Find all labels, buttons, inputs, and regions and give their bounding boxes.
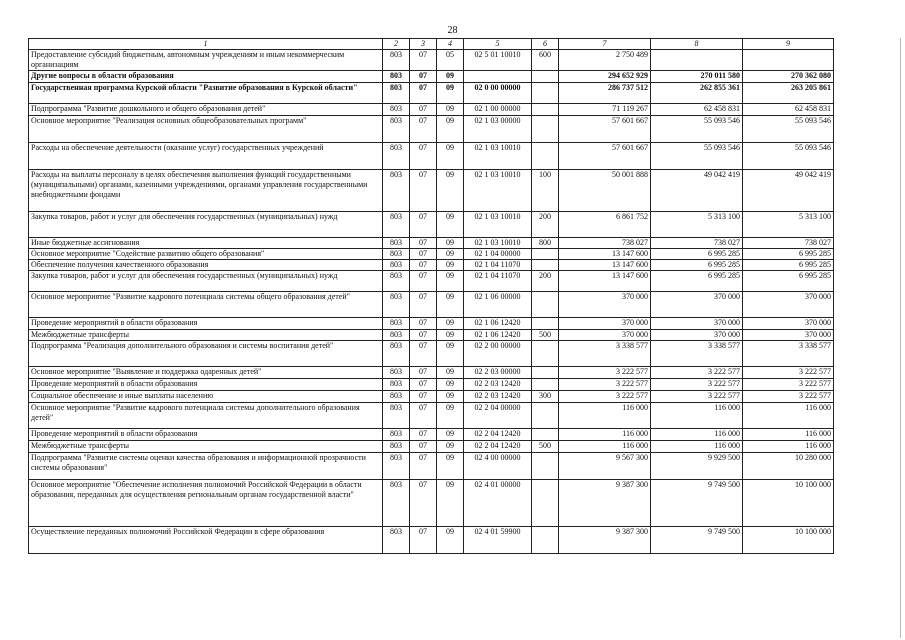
grbs-code-cell: 803 [383,238,410,249]
expense-name-cell: Основное мероприятие "Выявление и поддержка одаренных детей" [29,367,383,379]
expense-name-cell: Подпрограмма "Развитие дошкольного и общего образования детей" [29,104,383,116]
amount-year2-cell: 3 222 577 [651,379,743,391]
target-article-cell: 02 1 03 10010 [464,170,532,212]
section-code-cell: 07 [410,318,437,330]
target-article-cell: 02 5 01 10010 [464,50,532,71]
amount-year1-cell: 116 000 [559,429,651,441]
grbs-code-cell: 803 [383,318,410,330]
amount-year1-cell: 50 001 888 [559,170,651,212]
target-article-cell: 02 2 03 12420 [464,391,532,403]
amount-year2-cell: 3 222 577 [651,391,743,403]
amount-year2-cell: 9 929 500 [651,453,743,480]
section-code-cell: 07 [410,116,437,143]
expense-name-cell: Расходы на обеспечение деятельности (оказание услуг) государственных учреждений [29,143,383,170]
target-article-cell: 02 4 01 59900 [464,527,532,554]
grbs-code-cell: 803 [383,143,410,170]
amount-year1-cell: 3 338 577 [559,341,651,367]
table-row [29,318,834,330]
table-row [29,170,834,212]
subsection-code-cell: 09 [437,238,464,249]
scan-edge-line [900,38,901,638]
amount-year1-cell: 57 601 667 [559,143,651,170]
amount-year3-cell: 116 000 [743,429,834,441]
expense-type-cell [532,480,559,527]
section-code-cell: 07 [410,143,437,170]
section-code-cell: 07 [410,170,437,212]
expense-name-cell: Основное мероприятие "Реализация основных общеобразовательных программ" [29,116,383,143]
subsection-code-cell: 09 [437,429,464,441]
table-row [29,50,834,71]
header-cell: 3 [410,39,437,50]
amount-year2-cell: 116 000 [651,429,743,441]
subsection-code-cell: 09 [437,260,464,271]
expense-type-cell [532,403,559,429]
target-article-cell: 02 1 03 10010 [464,238,532,249]
expense-type-cell: 200 [532,271,559,292]
expense-name-cell: Обеспечение получения качественного образования [29,260,383,271]
expense-type-cell: 300 [532,391,559,403]
expense-type-cell [532,429,559,441]
table-row [29,212,834,238]
section-code-cell: 07 [410,527,437,554]
amount-year1-cell: 3 222 577 [559,391,651,403]
target-article-cell: 02 2 04 00000 [464,403,532,429]
target-article-cell: 02 2 03 12420 [464,379,532,391]
expense-type-cell: 800 [532,238,559,249]
grbs-code-cell: 803 [383,429,410,441]
amount-year2-cell: 116 000 [651,403,743,429]
amount-year2-cell: 55 093 546 [651,143,743,170]
table-row [29,249,834,260]
target-article-cell: 02 1 06 12420 [464,318,532,330]
amount-year3-cell: 49 042 419 [743,170,834,212]
amount-year1-cell: 71 119 267 [559,104,651,116]
budget-table [28,38,834,554]
table-row [29,367,834,379]
amount-year3-cell: 6 995 285 [743,249,834,260]
expense-name-cell: Предоставление субсидий бюджетным, автономным учреждениям и иным некоммерческим организациям [29,50,383,71]
grbs-code-cell: 803 [383,50,410,71]
target-article-cell: 02 1 06 12420 [464,330,532,341]
table-row [29,403,834,429]
subsection-code-cell: 09 [437,330,464,341]
target-article-cell: 02 4 01 00000 [464,480,532,527]
section-code-cell: 07 [410,238,437,249]
table-row [29,83,834,104]
amount-year3-cell: 738 027 [743,238,834,249]
section-code-cell: 07 [410,341,437,367]
section-code-cell: 07 [410,367,437,379]
subsection-code-cell: 09 [437,212,464,238]
grbs-code-cell: 803 [383,249,410,260]
section-code-cell: 07 [410,71,437,83]
amount-year2-cell: 6 995 285 [651,271,743,292]
header-cell: 4 [437,39,464,50]
table-row [29,379,834,391]
expense-type-cell: 600 [532,50,559,71]
grbs-code-cell: 803 [383,260,410,271]
subsection-code-cell: 09 [437,170,464,212]
expense-type-cell: 500 [532,330,559,341]
grbs-code-cell: 803 [383,379,410,391]
subsection-code-cell: 09 [437,104,464,116]
target-article-cell: 02 0 00 00000 [464,83,532,104]
amount-year2-cell: 116 000 [651,441,743,453]
expense-type-cell [532,116,559,143]
amount-year1-cell: 13 147 600 [559,271,651,292]
amount-year2-cell: 55 093 546 [651,116,743,143]
table-row [29,143,834,170]
amount-year1-cell: 738 027 [559,238,651,249]
grbs-code-cell: 803 [383,212,410,238]
expense-type-cell [532,367,559,379]
amount-year2-cell: 270 011 580 [651,71,743,83]
amount-year3-cell: 10 100 000 [743,480,834,527]
section-code-cell: 07 [410,83,437,104]
amount-year2-cell: 3 222 577 [651,367,743,379]
table-row [29,260,834,271]
grbs-code-cell: 803 [383,83,410,104]
subsection-code-cell: 09 [437,453,464,480]
table-row [29,116,834,143]
table-body [29,39,834,554]
section-code-cell: 07 [410,249,437,260]
expense-name-cell: Осуществление переданных полномочий Российской Федерации в сфере образования [29,527,383,554]
expense-name-cell: Межбюджетные трансферты [29,330,383,341]
amount-year3-cell: 3 222 577 [743,379,834,391]
expense-name-cell: Проведение мероприятий в области образования [29,379,383,391]
amount-year2-cell: 62 458 831 [651,104,743,116]
subsection-code-cell: 09 [437,71,464,83]
target-article-cell: 02 1 03 00000 [464,116,532,143]
expense-type-cell [532,71,559,83]
section-code-cell: 07 [410,212,437,238]
target-article-cell: 02 1 00 00000 [464,104,532,116]
target-article-cell: 02 1 04 11070 [464,260,532,271]
target-article-cell: 02 2 00 00000 [464,341,532,367]
amount-year1-cell: 370 000 [559,318,651,330]
subsection-code-cell: 09 [437,403,464,429]
header-row [29,39,834,50]
amount-year3-cell: 10 100 000 [743,527,834,554]
expense-name-cell: Основное мероприятие "Развитие кадрового потенциала системы дополнительного образования детей" [29,403,383,429]
section-code-cell: 07 [410,453,437,480]
amount-year3-cell: 3 222 577 [743,367,834,379]
grbs-code-cell: 803 [383,367,410,379]
expense-type-cell [532,83,559,104]
amount-year1-cell: 370 000 [559,292,651,318]
table-row [29,71,834,83]
expense-type-cell: 500 [532,441,559,453]
table-row [29,330,834,341]
amount-year1-cell: 116 000 [559,403,651,429]
subsection-code-cell: 09 [437,367,464,379]
amount-year3-cell: 10 280 000 [743,453,834,480]
table-row [29,104,834,116]
amount-year3-cell: 116 000 [743,403,834,429]
amount-year1-cell: 6 861 752 [559,212,651,238]
subsection-code-cell: 09 [437,318,464,330]
expense-type-cell [532,527,559,554]
subsection-code-cell: 09 [437,441,464,453]
amount-year1-cell: 13 147 600 [559,260,651,271]
amount-year3-cell: 116 000 [743,441,834,453]
expense-type-cell [532,292,559,318]
table-row [29,391,834,403]
amount-year1-cell: 116 000 [559,441,651,453]
amount-year2-cell: 9 749 500 [651,480,743,527]
subsection-code-cell: 09 [437,341,464,367]
grbs-code-cell: 803 [383,71,410,83]
grbs-code-cell: 803 [383,441,410,453]
header-cell: 8 [651,39,743,50]
expense-type-cell: 200 [532,212,559,238]
grbs-code-cell: 803 [383,527,410,554]
grbs-code-cell: 803 [383,170,410,212]
amount-year2-cell: 370 000 [651,318,743,330]
expense-name-cell: Закупка товаров, работ и услуг для обеспечения государственных (муниципальных) нужд [29,271,383,292]
amount-year2-cell: 370 000 [651,292,743,318]
section-code-cell: 07 [410,429,437,441]
amount-year2-cell: 738 027 [651,238,743,249]
amount-year2-cell: 262 855 361 [651,83,743,104]
amount-year1-cell: 9 387 300 [559,527,651,554]
target-article-cell: 02 1 04 11070 [464,271,532,292]
expense-type-cell [532,104,559,116]
subsection-code-cell: 09 [437,116,464,143]
subsection-code-cell: 09 [437,480,464,527]
expense-type-cell [532,379,559,391]
amount-year1-cell: 9 387 300 [559,480,651,527]
amount-year2-cell [651,50,743,71]
amount-year2-cell: 3 338 577 [651,341,743,367]
subsection-code-cell: 09 [437,379,464,391]
section-code-cell: 07 [410,441,437,453]
expense-type-cell [532,453,559,480]
amount-year3-cell: 3 222 577 [743,391,834,403]
grbs-code-cell: 803 [383,116,410,143]
expense-name-cell: Другие вопросы в области образования [29,71,383,83]
expense-name-cell: Расходы на выплаты персоналу в целях обеспечения выполнения функций государственными (муниципальными) органами, казенными учреждениями, органами управления государственными внебюджетными фондами [29,170,383,212]
amount-year3-cell: 55 093 546 [743,143,834,170]
table-row [29,527,834,554]
section-code-cell: 07 [410,480,437,527]
grbs-code-cell: 803 [383,453,410,480]
subsection-code-cell: 09 [437,292,464,318]
table-row [29,271,834,292]
section-code-cell: 07 [410,379,437,391]
expense-type-cell [532,341,559,367]
expense-name-cell: Основное мероприятие "Обеспечение исполнения полномочий Российской Федерации в области образования, переданных для осуществления региональным органам государственной власти" [29,480,383,527]
expense-name-cell: Межбюджетные трансферты [29,441,383,453]
section-code-cell: 07 [410,50,437,71]
expense-type-cell: 100 [532,170,559,212]
amount-year3-cell: 5 313 100 [743,212,834,238]
header-cell: 1 [29,39,383,50]
amount-year2-cell: 9 749 500 [651,527,743,554]
amount-year3-cell: 370 000 [743,318,834,330]
target-article-cell: 02 1 03 10010 [464,143,532,170]
subsection-code-cell: 09 [437,83,464,104]
expense-type-cell [532,143,559,170]
amount-year1-cell: 57 601 667 [559,116,651,143]
expense-name-cell: Основное мероприятие "Содействие развитию общего образования" [29,249,383,260]
table-row [29,238,834,249]
amount-year3-cell: 55 093 546 [743,116,834,143]
amount-year2-cell: 5 313 100 [651,212,743,238]
grbs-code-cell: 803 [383,391,410,403]
amount-year3-cell: 370 000 [743,292,834,318]
section-code-cell: 07 [410,403,437,429]
amount-year2-cell: 6 995 285 [651,260,743,271]
expense-name-cell: Иные бюджетные ассигнования [29,238,383,249]
expense-name-cell: Закупка товаров, работ и услуг для обеспечения государственных (муниципальных) нужд [29,212,383,238]
target-article-cell [464,71,532,83]
amount-year1-cell: 2 750 489 [559,50,651,71]
subsection-code-cell: 09 [437,527,464,554]
amount-year1-cell: 13 147 600 [559,249,651,260]
header-cell: 5 [464,39,532,50]
amount-year3-cell: 370 000 [743,330,834,341]
subsection-code-cell: 09 [437,391,464,403]
grbs-code-cell: 803 [383,403,410,429]
grbs-code-cell: 803 [383,271,410,292]
amount-year3-cell: 6 995 285 [743,260,834,271]
expense-name-cell: Подпрограмма "Реализация дополнительного образования и системы воспитания детей" [29,341,383,367]
expense-name-cell: Социальное обеспечение и иные выплаты населению [29,391,383,403]
amount-year2-cell: 49 042 419 [651,170,743,212]
header-cell: 2 [383,39,410,50]
table-row [29,453,834,480]
target-article-cell: 02 2 04 12420 [464,429,532,441]
amount-year3-cell: 263 205 861 [743,83,834,104]
target-article-cell: 02 1 03 10010 [464,212,532,238]
table-row [29,341,834,367]
section-code-cell: 07 [410,260,437,271]
target-article-cell: 02 4 00 00000 [464,453,532,480]
amount-year3-cell: 3 338 577 [743,341,834,367]
page-number: 28 [447,25,458,36]
table-row [29,429,834,441]
amount-year3-cell: 6 995 285 [743,271,834,292]
header-cell: 6 [532,39,559,50]
grbs-code-cell: 803 [383,330,410,341]
amount-year3-cell: 62 458 831 [743,104,834,116]
header-cell: 7 [559,39,651,50]
section-code-cell: 07 [410,104,437,116]
expense-name-cell: Основное мероприятие "Развитие кадрового потенциала системы общего образования детей" [29,292,383,318]
grbs-code-cell: 803 [383,104,410,116]
target-article-cell: 02 2 03 00000 [464,367,532,379]
target-article-cell: 02 1 04 00000 [464,249,532,260]
amount-year1-cell: 286 737 512 [559,83,651,104]
target-article-cell: 02 2 04 12420 [464,441,532,453]
table-row [29,441,834,453]
amount-year3-cell [743,50,834,71]
section-code-cell: 07 [410,391,437,403]
subsection-code-cell: 05 [437,50,464,71]
section-code-cell: 07 [410,271,437,292]
subsection-code-cell: 09 [437,271,464,292]
expense-name-cell: Государственная программа Курской области "Развитие образования в Курской области" [29,83,383,104]
header-cell: 9 [743,39,834,50]
section-code-cell: 07 [410,330,437,341]
amount-year1-cell: 294 652 929 [559,71,651,83]
expense-name-cell: Проведение мероприятий в области образования [29,429,383,441]
amount-year3-cell: 270 362 080 [743,71,834,83]
expense-type-cell [532,249,559,260]
subsection-code-cell: 09 [437,143,464,170]
amount-year2-cell: 370 000 [651,330,743,341]
table-row [29,292,834,318]
target-article-cell: 02 1 06 00000 [464,292,532,318]
expense-type-cell [532,260,559,271]
amount-year2-cell: 6 995 285 [651,249,743,260]
grbs-code-cell: 803 [383,480,410,527]
amount-year1-cell: 3 222 577 [559,367,651,379]
grbs-code-cell: 803 [383,292,410,318]
grbs-code-cell: 803 [383,341,410,367]
table-row [29,480,834,527]
subsection-code-cell: 09 [437,249,464,260]
amount-year1-cell: 3 222 577 [559,379,651,391]
expense-name-cell: Подпрограмма "Развитие системы оценки качества образования и информационной прозрачности системы образования" [29,453,383,480]
expense-name-cell: Проведение мероприятий в области образования [29,318,383,330]
amount-year1-cell: 9 567 300 [559,453,651,480]
expense-type-cell [532,318,559,330]
amount-year1-cell: 370 000 [559,330,651,341]
section-code-cell: 07 [410,292,437,318]
